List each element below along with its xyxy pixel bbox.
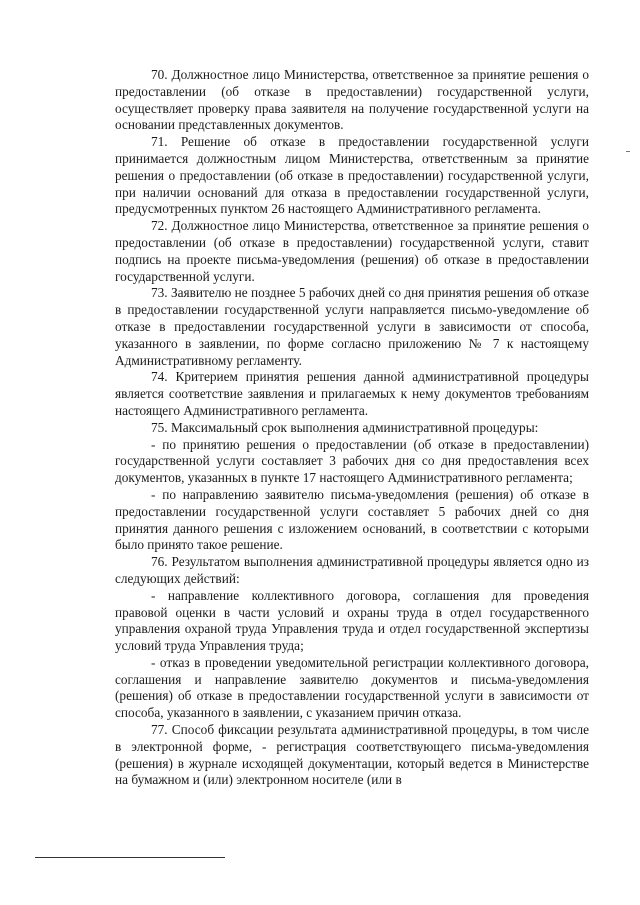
- paragraph-76-item-2: - отказ в проведении уведомительной регистрации коллективного договора, соглашения и направление заявителю документов и письма-уведомления (решения) об отказе в предоставлении государственной услуги в зависимости от способа, указанного в заявлении, с указанием причин отказа.: [115, 654, 589, 721]
- margin-mark: [626, 151, 630, 152]
- paragraph-74: 74. Критерием принятия решения данной административной процедуры является соответствие заявления и прилагаемых к нему документов требованиям настоящего Административного регламента.: [115, 369, 589, 418]
- paragraph-75: 75. Максимальный срок выполнения административной процедуры:: [151, 419, 539, 435]
- paragraph-75-item-1: - по принятию решения о предоставлении (об отказе в предоставлении) государственной услуги составляет 3 рабочих дня со дня предоставления всех документов, указанных в пункте 17 настоящего Административного регламента;: [115, 436, 589, 486]
- document-body: [115, 67, 589, 789]
- paragraph-75-item-2: - по направлению заявителю письма-уведомления (решения) об отказе в предоставлении государственной услуги составляет 5 рабочих дней со дня принятия данного решения с изложением оснований, в соответствии с которыми было принято такое решение.: [115, 486, 589, 553]
- footnote-separator: [35, 857, 225, 858]
- paragraph-71: 71. Решение об отказе в предоставлении государственной услуги принимается должностным лицом Министерства, ответственным за принятие решения о предоставлении (об отказе в предоставлении) государственной услуги, при наличии оснований для отказа в предоставлении государственной услуги, предусмотренных пунктом 26 настоящего Административного регламента.: [115, 134, 589, 217]
- paragraph-73: 73. Заявителю не позднее 5 рабочих дней со дня принятия решения об отказе в предоставлении государственной услуги направляется письмо-уведомление об отказе в предоставлении государственной услуги в зависимости от способа, указанного в заявлении, по форме согласно приложению № 7 к настоящему Административному регламенту.: [115, 285, 589, 368]
- paragraph-77: 77. Способ фиксации результата административной процедуры, в том числе в электронной форме, - регистрация соответствующего письма-уведомления (решения) в журнале исходящей документации, который ведется в Министерстве на бумажном и (или) электронном носителе (или в: [115, 722, 589, 788]
- paragraph-76: 76. Результатом выполнения административной процедуры является одно из следующих действий:: [115, 554, 589, 586]
- paragraph-72: 72. Должностное лицо Министерства, ответственное за принятие решения о предоставлении (об отказе в предоставлении) государственной услуги, ставит подпись на проекте письма-уведомления (решения) об отказе в предоставлении государственной услуги.: [115, 218, 589, 284]
- paragraph-70: 70. Должностное лицо Министерства, ответственное за принятие решения о предоставлении (об отказе в предоставлении) государственной услуги, осуществляет проверку права заявителя на получение государственной услуги на основании представленных документов.: [115, 67, 589, 133]
- paragraph-76-item-1: - направление коллективного договора, соглашения для проведения правовой оценки в части условий и охраны труда в отдел государственного управления охраной труда Управления труда и отдел государственной экспертизы условий труда Управления труда;: [115, 587, 589, 654]
